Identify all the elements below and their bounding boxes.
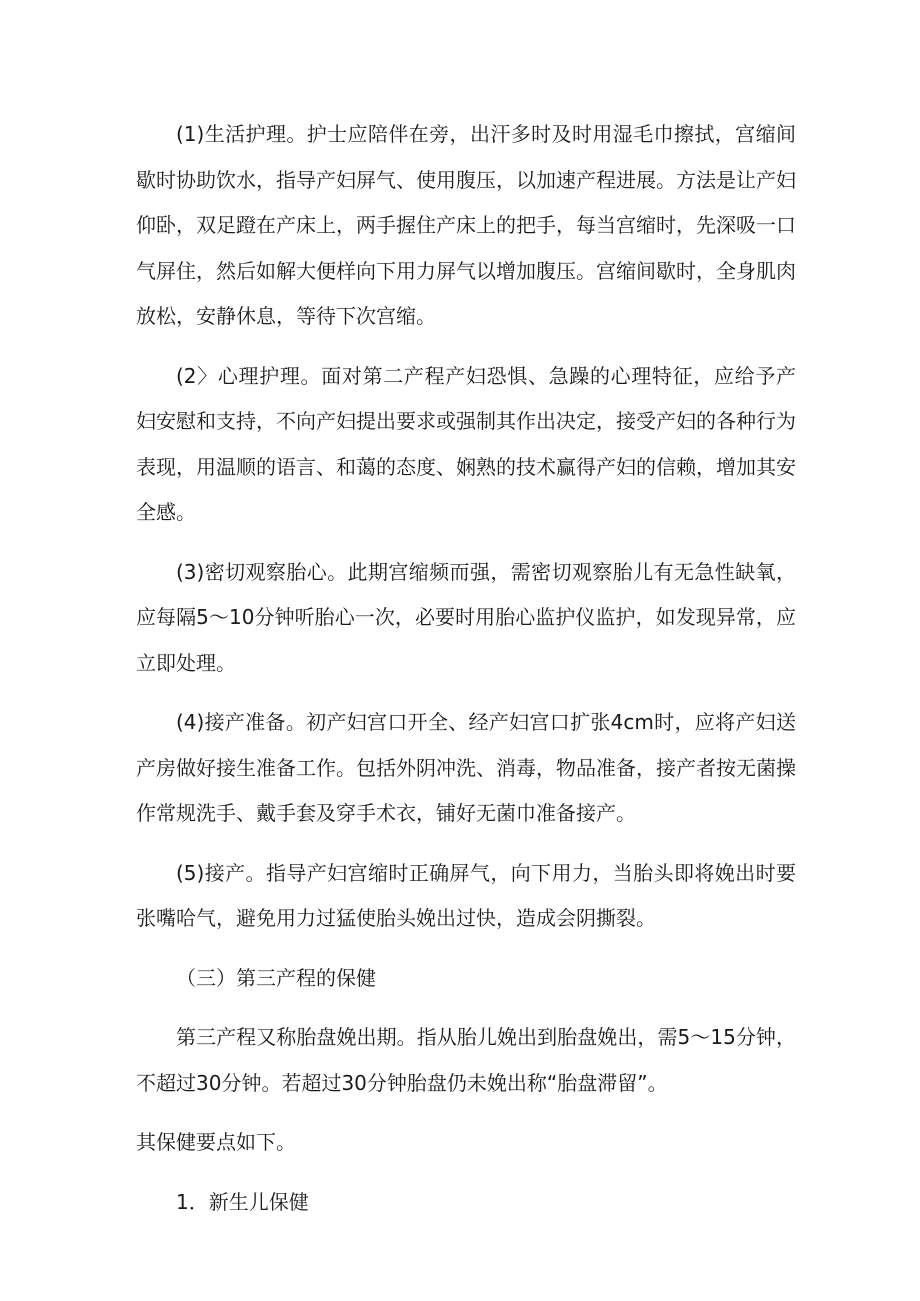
paragraph-fetal-heart: (3)密切观察胎心。此期宫缩频而强，需密切观察胎儿有无急性缺氧，应每隔5〜10分钟听胎心一次，必要时用胎心监护仪监护，如发现异常，应立即处理。 xyxy=(136,559,796,675)
paragraph-psych-care: (2〉心理护理。面对第二产程产妇恐惧、急躁的心理特征，应给予产妇安慰和支持，不向产妇提出要求或强制其作出决定，接受产妇的各种行为表现，用温顺的语言、和蔼的态度、娴熟的技术赢得产妇的信赖，增加其安全感。 xyxy=(136,363,796,524)
paragraph-third-stage: 第三产程又称胎盘娩出期。指从胎儿娩出到胎盘娩出，需5〜15分钟，不超过30分钟。若超过30分钟胎盘仍未娩出称“胎盘滞留”。 xyxy=(136,1025,796,1095)
subheading-newborn-care: 1．新生儿保健 xyxy=(176,1189,309,1214)
paragraph-key-points-intro: 其保健要点如下。 xyxy=(136,1130,296,1154)
paragraph-delivery-prep: (4)接产准备。初产妇宫口开全、经产妇宫口扩张4cm时，应将产妇送产房做好接生准备工作。包括外阴冲洗、消毒，物品准备，接产者按无菌操作常规洗手、戴手套及穿手术衣，铺好无菌巾准备接产。 xyxy=(136,710,796,825)
paragraph-life-care: (1)生活护理。护士应陪伴在旁，出汗多时及时用湿毛巾擦拭，宫缩间歇时协助饮水，指导产妇屏气、使用腹压，以加速产程进展。方法是让产妇仰卧，双足蹬在产床上，两手握住产床上的把手，每当宫缩时，先深吸一口气屏住，然后如解大便样向下用力屏气以增加腹压。宫缩间歇时，全身肌肉放松，安静休息，等待下次宫缩。 xyxy=(136,122,796,328)
paragraph-delivery: (5)接产。指导产妇宫缩时正确屏气，向下用力，当胎头即将娩出时要张嘴哈气，避免用力过猛使胎头娩出过快，造成会阴撕裂。 xyxy=(136,860,796,930)
document-body xyxy=(136,112,796,1239)
section-heading-third-stage: （三）第三产程的保健 xyxy=(176,965,376,990)
